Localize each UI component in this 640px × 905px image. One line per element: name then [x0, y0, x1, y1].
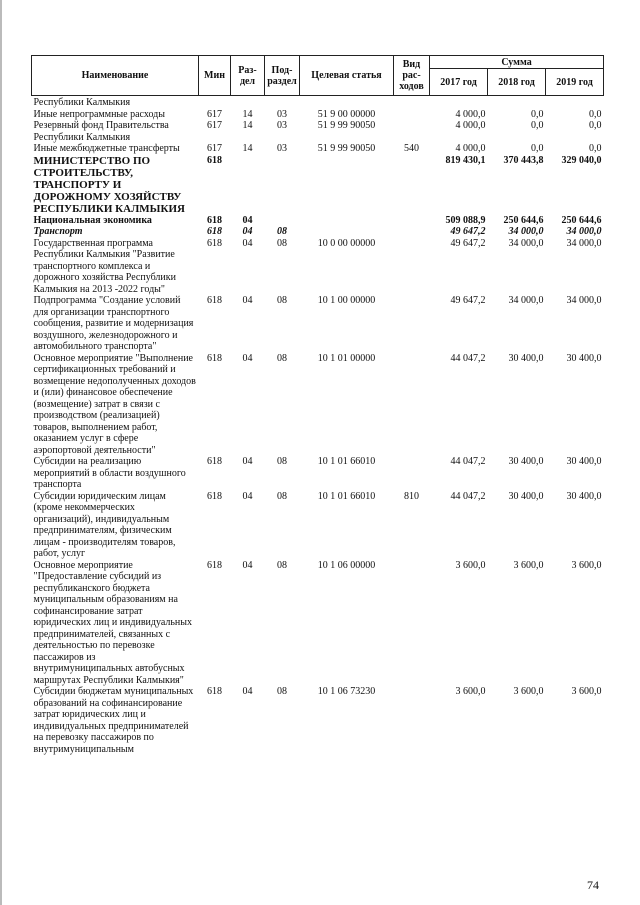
cell-statya: 10 1 01 66010 [317, 490, 376, 502]
cell-razdel: 14 [242, 108, 253, 120]
cell-min [199, 96, 231, 109]
table-row [32, 560, 604, 687]
cell-razdel: 04 [242, 295, 253, 306]
cell-statya: 10 1 06 73230 [317, 686, 376, 697]
cell-name: Основное мероприятие "Выполнение сертификационных требований и возмещение недополученных доходов и (или) финансовое обеспечение (возмещение) затрат в связи с производством (реализацией) товаров, выполнением работ, оказанием услуг в сфере аэропортовой деятельности" [33, 352, 196, 456]
cell-vid [394, 560, 430, 687]
cell-statya: 10 1 01 66010 [317, 456, 376, 467]
cell-min: 618 [207, 154, 222, 166]
cell-podrazdel: 08 [277, 226, 287, 237]
cell-razdel [231, 155, 265, 215]
cell-vid [394, 353, 430, 457]
cell-min: 618 [207, 226, 222, 237]
cell-2019: 3 600,0 [571, 559, 602, 571]
cell-podrazdel: 03 [277, 143, 287, 154]
table-body [32, 96, 604, 756]
cell-2017: 49 647,2 [450, 226, 486, 237]
cell-name: Субсидии бюджетам муниципальных образований на софинансирование затрат юридических лиц и индивидуальных предпринимателей на перевозку пассажиров по внутримуниципальным [33, 686, 194, 755]
cell-razdel: 04 [242, 456, 253, 467]
cell-razdel: 04 [242, 490, 253, 502]
cell-vid: 810 [404, 490, 419, 502]
table-header [32, 56, 604, 96]
cell-2018: 3 600,0 [513, 559, 544, 571]
cell-name: Субсидии на реализацию мероприятий в области воздушного транспорта [33, 456, 186, 490]
cell-name: Иные непрограммные расходы [33, 108, 165, 120]
cell-2019: 30 400,0 [566, 456, 602, 467]
table-row [32, 215, 604, 227]
cell-name: Государственная программа Республики Калмыкия "Развитие транспортного комплекса и дорожного хозяйства Республики Калмыкия на 2013 -2022 годы" [33, 237, 176, 295]
cell-2018 [488, 96, 546, 109]
header-name: Наименование [32, 56, 199, 96]
cell-podrazdel: 03 [277, 120, 287, 131]
cell-2018: 34 000,0 [508, 295, 544, 306]
table-row [32, 491, 604, 560]
cell-statya: 10 1 00 00000 [317, 295, 376, 306]
table-row [32, 109, 604, 121]
cell-razdel: 04 [242, 237, 253, 249]
cell-2018: 0,0 [531, 143, 544, 154]
header-summa: Сумма [430, 56, 604, 69]
cell-min: 618 [207, 237, 222, 249]
cell-2018: 30 400,0 [508, 352, 544, 364]
cell-2018: 30 400,0 [508, 490, 544, 502]
cell-2017: 3 600,0 [455, 686, 486, 697]
table-row [32, 155, 604, 215]
header-statya: Целевая статья [300, 56, 394, 96]
cell-podrazdel: 08 [277, 686, 287, 697]
table-row [32, 226, 604, 238]
cell-vid [394, 96, 430, 109]
cell-min: 618 [207, 456, 222, 467]
cell-min: 617 [207, 108, 222, 120]
cell-2019: 0,0 [589, 120, 602, 131]
cell-podrazdel: 08 [277, 559, 287, 571]
cell-2017: 509 088,9 [445, 214, 486, 226]
cell-2019: 34 000,0 [566, 237, 602, 249]
cell-podrazdel: 03 [277, 108, 287, 120]
header-2019: 2019 год [546, 69, 604, 96]
cell-vid [394, 215, 430, 227]
header-podrazdel: Под- раздел [265, 56, 300, 96]
cell-name: Основное мероприятие "Предоставление субсидий из республиканского бюджета муниципальным образованиям на софинансирование затрат юридических лиц и индивидуальных предпринимателей, связанных с деятельностью по перевозке пассажиров из внутримуниципальных автобусных маршрутах Республики Калмыкия" [33, 559, 192, 686]
cell-podrazdel: 08 [277, 490, 287, 502]
cell-2017 [430, 96, 488, 109]
cell-2017: 49 647,2 [450, 237, 486, 249]
cell-2018: 370 443,8 [503, 154, 544, 166]
table-row [32, 143, 604, 155]
cell-name: Резервный фонд Правительства Республики Калмыкия [33, 120, 169, 143]
cell-podrazdel: 08 [277, 456, 287, 467]
table-row [32, 96, 604, 109]
cell-statya [300, 155, 394, 215]
cell-vid [394, 686, 430, 755]
cell-2017: 44 047,2 [450, 456, 486, 467]
cell-min: 618 [207, 295, 222, 306]
cell-statya: 51 9 99 90050 [317, 120, 376, 131]
cell-min: 618 [207, 214, 222, 226]
budget-table [31, 55, 604, 755]
cell-razdel [231, 96, 265, 109]
cell-2019: 34 000,0 [566, 226, 602, 237]
cell-2019: 30 400,0 [566, 490, 602, 502]
cell-2017: 4 000,0 [455, 120, 486, 131]
cell-2017: 3 600,0 [455, 559, 486, 571]
cell-2019: 34 000,0 [566, 295, 602, 306]
cell-2017: 44 047,2 [450, 490, 486, 502]
cell-vid: 540 [404, 143, 419, 154]
cell-statya: 10 1 06 00000 [317, 559, 376, 571]
cell-statya: 10 0 00 00000 [317, 237, 376, 249]
cell-razdel: 04 [242, 686, 253, 697]
cell-2019: 3 600,0 [571, 686, 602, 697]
cell-2018: 30 400,0 [508, 456, 544, 467]
cell-razdel: 04 [242, 226, 253, 237]
table-row [32, 686, 604, 755]
cell-2018: 0,0 [531, 108, 544, 120]
table-row [32, 238, 604, 296]
cell-podrazdel [265, 155, 300, 215]
cell-statya: 51 9 99 90050 [317, 143, 376, 154]
cell-vid [394, 155, 430, 215]
cell-2017: 44 047,2 [450, 352, 486, 364]
cell-vid [394, 120, 430, 143]
cell-name: МИНИСТЕРСТВО ПО СТРОИТЕЛЬСТВУ, ТРАНСПОРТУ И ДОРОЖНОМУ ХОЗЯЙСТВУ РЕСПУБЛИКИ КАЛМЫКИЯ [33, 154, 185, 215]
table-row [32, 120, 604, 143]
cell-podrazdel: 08 [277, 237, 287, 249]
cell-2017: 49 647,2 [450, 295, 486, 306]
cell-2019: 250 644,6 [561, 214, 602, 226]
cell-vid [394, 109, 430, 121]
cell-2018: 34 000,0 [508, 237, 544, 249]
cell-name: Республики Калмыкия [33, 97, 131, 108]
cell-podrazdel: 08 [277, 352, 287, 364]
cell-2019: 329 040,0 [561, 154, 602, 166]
cell-2019: 30 400,0 [566, 352, 602, 364]
cell-2017: 819 430,1 [445, 154, 486, 166]
cell-razdel: 14 [242, 143, 253, 154]
cell-min: 617 [207, 143, 222, 154]
cell-podrazdel: 08 [277, 295, 287, 306]
cell-2017: 4 000,0 [455, 143, 486, 154]
cell-statya [300, 215, 394, 227]
cell-name: Подпрограмма "Создание условий для организации транспортного сообщения, развитие и модернизация воздушного, железнодорожного и автомобильного транспорта" [33, 295, 194, 352]
cell-razdel: 04 [242, 559, 253, 571]
cell-name: Субсидии юридическим лицам (кроме некоммерческих организаций), индивидуальным предпринимателям, физическим лицам - производителям товаров, работ, услуг [33, 490, 176, 559]
page-number: 74 [587, 878, 599, 892]
cell-razdel: 14 [242, 120, 253, 131]
cell-podrazdel [265, 96, 300, 109]
cell-min: 618 [207, 352, 222, 364]
cell-min: 618 [207, 686, 222, 697]
cell-2018: 0,0 [531, 120, 544, 131]
cell-razdel: 04 [242, 352, 253, 364]
cell-statya [300, 226, 394, 238]
cell-vid [394, 238, 430, 296]
cell-2019: 0,0 [589, 143, 602, 154]
header-2017: 2017 год [430, 69, 488, 96]
header-min: Мин [199, 56, 231, 96]
cell-2018: 250 644,6 [503, 214, 544, 226]
cell-min: 618 [207, 490, 222, 502]
cell-min: 617 [207, 120, 222, 131]
header-razdel: Раз- дел [231, 56, 265, 96]
cell-podrazdel [265, 215, 300, 227]
cell-statya [300, 96, 394, 109]
cell-vid [394, 456, 430, 491]
cell-name: Иные межбюджетные трансферты [33, 143, 180, 154]
header-vid: Вид рас- ходов [394, 56, 430, 96]
cell-statya: 51 9 00 00000 [317, 108, 376, 120]
cell-name: Национальная экономика [33, 214, 152, 226]
table-row [32, 456, 604, 491]
cell-vid [394, 295, 430, 353]
cell-2018: 34 000,0 [508, 226, 544, 237]
cell-name: Транспорт [33, 226, 83, 237]
cell-2019: 0,0 [589, 108, 602, 120]
cell-2019 [546, 96, 604, 109]
cell-razdel: 04 [242, 214, 253, 226]
cell-2017: 4 000,0 [455, 108, 486, 120]
cell-vid [394, 226, 430, 238]
header-2018: 2018 год [488, 69, 546, 96]
cell-statya: 10 1 01 00000 [317, 352, 376, 364]
scan-edge [0, 0, 2, 905]
table-row [32, 353, 604, 457]
table-row [32, 295, 604, 353]
cell-2018: 3 600,0 [513, 686, 544, 697]
cell-min: 618 [207, 559, 222, 571]
